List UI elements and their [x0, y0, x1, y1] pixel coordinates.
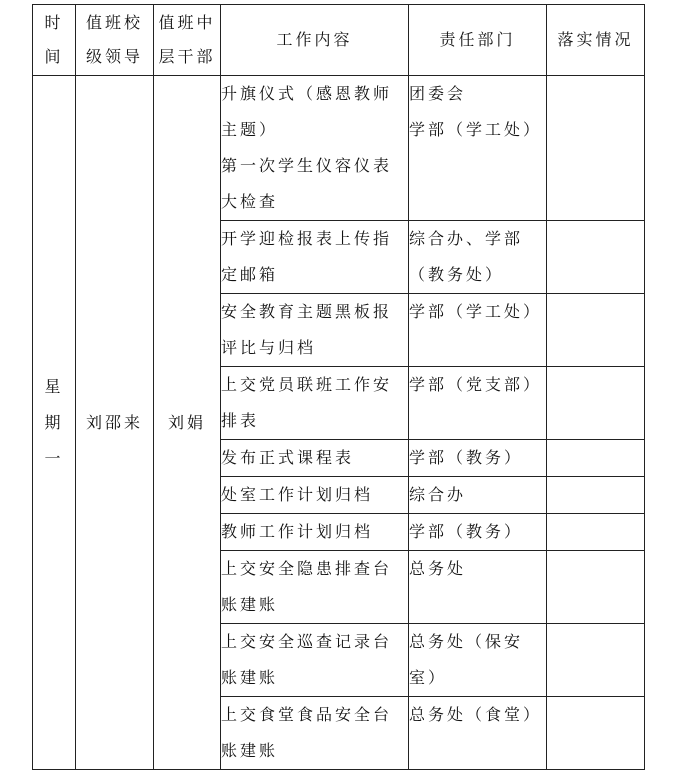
work-content-cell: 开学迎检报表上传指定邮箱: [221, 221, 409, 294]
table-row: [33, 76, 645, 221]
work-content-cell: 发布正式课程表: [221, 440, 409, 477]
work-content-cell: 上交安全巡查记录台账建账: [221, 624, 409, 697]
work-content-cell: 上交安全隐患排查台账建账: [221, 551, 409, 624]
work-content-cell: 教师工作计划归档: [221, 514, 409, 551]
implementation-status-cell[interactable]: [547, 551, 645, 624]
implementation-status-cell[interactable]: [547, 294, 645, 367]
implementation-status-cell[interactable]: [547, 477, 645, 514]
work-content-cell: 上交食堂食品安全台账建账: [221, 697, 409, 770]
work-content-cell: 升旗仪式（感恩教师主题） 第一次学生仪容仪表大检查: [221, 76, 409, 221]
header-responsible-dept: 责任部门: [409, 5, 547, 76]
header-time: 时 间: [33, 5, 76, 76]
implementation-status-cell[interactable]: [547, 440, 645, 477]
duty-schedule-table: [32, 4, 645, 770]
work-content-cell: 安全教育主题黑板报评比与归档: [221, 294, 409, 367]
implementation-status-cell[interactable]: [547, 624, 645, 697]
responsible-dept-cell: 学部（学工处）: [409, 294, 547, 367]
responsible-dept-cell: 综合办: [409, 477, 547, 514]
work-content-cell: 上交党员联班工作安排表: [221, 367, 409, 440]
work-content-cell: 处室工作计划归档: [221, 477, 409, 514]
header-implementation-status: 落实情况: [547, 5, 645, 76]
responsible-dept-cell: 学部（教务）: [409, 440, 547, 477]
header-row: [33, 5, 645, 76]
implementation-status-cell[interactable]: [547, 76, 645, 221]
header-work-content: 工作内容: [221, 5, 409, 76]
responsible-dept-cell: 总务处: [409, 551, 547, 624]
responsible-dept-cell: 综合办、学部（教务处）: [409, 221, 547, 294]
responsible-dept-cell: 总务处（食堂）: [409, 697, 547, 770]
header-duty-middle-cadre: 值班中 层干部: [154, 5, 221, 76]
responsible-dept-cell: 学部（教务）: [409, 514, 547, 551]
implementation-status-cell[interactable]: [547, 221, 645, 294]
day-cell: 星 期 一: [33, 76, 76, 770]
duty-middle-cadre-name: 刘娟: [154, 76, 221, 770]
duty-leader-name: 刘邵来: [76, 76, 154, 770]
responsible-dept-cell: 学部（党支部）: [409, 367, 547, 440]
implementation-status-cell[interactable]: [547, 514, 645, 551]
responsible-dept-cell: 团委会 学部（学工处）: [409, 76, 547, 221]
implementation-status-cell[interactable]: [547, 367, 645, 440]
header-duty-leader: 值班校 级领导: [76, 5, 154, 76]
responsible-dept-cell: 总务处（保安室）: [409, 624, 547, 697]
